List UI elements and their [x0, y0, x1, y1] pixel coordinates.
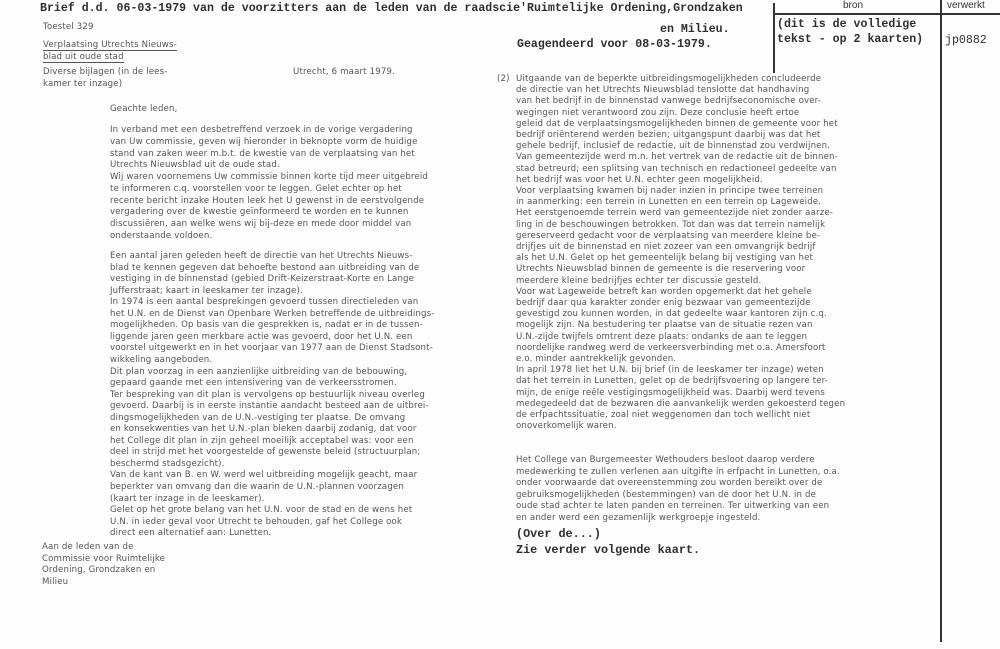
text-line: de directie van het Utrechts Nieuwsblad tenslotte dat handhaving [516, 85, 810, 96]
text-line: Jufferstraat; kaart in leeskamer ter inzage). [110, 285, 303, 296]
continuation-over: (Over de...) [516, 527, 601, 541]
text-line: In verband met een desbetreffend verzoek in de vorige vergadering [110, 125, 413, 135]
text-line: vergadering over de kwestie geïnformeerd te worden en te kunnen [110, 207, 409, 218]
continuation-next-card: Zie verder volgende kaart. [516, 543, 701, 557]
attachments-line-1: Diverse bijlagen (in de lees- [43, 67, 168, 77]
text-line: In 1974 is een aantal besprekingen gevoerd tussen directieleden van [110, 297, 419, 308]
text-line: Utrechts Nieuwsblad binnen de gemeente is die reservering voor [516, 264, 806, 275]
text-line: geleid dat de verplaatsingsmogelijkheden binnen de gemeente voor het [516, 118, 838, 129]
text-line: Voor verplaatsing kwamen bij nader inzien in principe twee terreinen [516, 186, 824, 196]
card-title-continuation: en Milieu. [660, 23, 730, 36]
text-line: Aan de leden van de [42, 542, 134, 552]
text-line: beschermd stadsgezicht). [110, 458, 225, 469]
text-line: van Uw commissie, geven wij hieronder in beknopte vorm de huidige [110, 136, 418, 147]
text-line: en ander werd een gezamenlijk werkgroepje ingesteld. [516, 513, 761, 523]
text-line: U.N. in ieder geval voor Utrecht te behouden, gaf het College ook [110, 516, 403, 527]
phone-extension: Toestel 329 [43, 22, 94, 32]
text-line: Utrechts Nieuwsblad uit de oude stad. [110, 160, 280, 171]
source-note-line-1: (dit is de volledige [777, 18, 917, 31]
text-line: (kaart ter inzage in de leeskamer). [110, 493, 265, 504]
text-line: Van gemeentezijde werd m.n. het vertrek van de redactie uit de binnen- [516, 152, 838, 163]
text-line: Commissie voor Ruimtelijke [42, 553, 166, 564]
text-line: voorstel uitgewerkt en in het voorjaar van 1977 aan de Dienst Stadsont- [110, 343, 433, 354]
text-line: als het U.N. Gelet op het gemeentelijk belang bij vestiging van het [516, 253, 814, 264]
subject-line-2: blad uit oude stad [43, 52, 124, 62]
text-line: recente bericht inzake Houten leek het U gewenst in de eerstvolgende [110, 195, 425, 206]
text-line: onder voorwaarde dat overeenstemming zou worden bereikt over de [516, 478, 823, 489]
column-header-processed: verwerkt [947, 0, 985, 11]
text-line: Het College van Burgemeester Wethouders besloot daarop verdere [516, 455, 815, 465]
text-line: drijfjes uit de binnenstad en niet zozeer van een omvangrijk bedrijf [516, 242, 816, 252]
section-number: (2) [497, 74, 510, 84]
text-line: Van de kant van B. en W. werd wel uitbreiding mogelijk geacht, maar [110, 470, 418, 481]
attachments-line-2: kamer ter inzage) [43, 79, 123, 89]
subject-line-1: Verplaatsing Utrechts Nieuws- [43, 40, 177, 50]
divider-processed [940, 0, 942, 642]
text-line: gepaard gaande met een intensivering van de verkeersstromen. [110, 378, 397, 389]
place-date: Utrecht, 6 maart 1979. [293, 67, 395, 77]
text-line: liggende jaren geen merkbare actie was gevoerd, door het U.N. een [110, 331, 413, 342]
text-line: bedrijf oriënterend werden bezien; uitgangspunt daarbij was dat het [516, 130, 821, 140]
text-line: blad te kennen gegeven dat behoefte bestond aan uitbreiding van de [110, 262, 420, 273]
text-line: stad betreurd; een splitsing van technisch en redactioneel gedeelte van [516, 163, 837, 174]
text-line: gehele bedrijf, inclusief de redactie, uit de binnenstad zou verdwijnen. [516, 141, 831, 152]
text-line: medewerking te zullen verlenen aan uitgifte in erfpacht in Lunetten, o.a. [516, 466, 840, 477]
text-line: gebruiksmogelijkheden (bestemmingen) van de door het U.N. in de [516, 489, 817, 500]
text-line: U.N.-zijde twijfels omtrent deze plaats: ondanks de aan te leggen [516, 331, 808, 342]
text-line: onderstaande voldoen. [110, 230, 213, 241]
text-line: oude stad achter te laten panden en terreinen. Ter uitwerking van een [516, 501, 830, 512]
text-line: mogelijk zijn. Na bestudering ter plaatse van de situatie rezen van [516, 320, 813, 331]
text-line: Milieu [42, 576, 69, 587]
text-line: het U.N. en de Dienst van Openbare Werken betreffende de uitbreidings- [110, 308, 435, 319]
text-line: vestiging in de binnenstad (gebied Drift-Keizerstraat-Korte en Lange [110, 274, 415, 285]
text-line: wikkeling aangeboden. [110, 354, 213, 365]
text-line: en konsekwenties van het U.N.-plan bleken daarbij zodanig, dat voor [110, 424, 417, 435]
text-line: beperkter van omvang dan die waarin de U.N.-plannen voorzagen [110, 482, 404, 492]
text-line: medegedeeld dat de bezwaren die aanvankelijk werden gekoesterd tegen [516, 398, 846, 409]
card-title: Brief d.d. 06-03-1979 van de voorzitters aan de leden van de raadscie'Ruimtelijke Ordening,Grondzaken [40, 2, 743, 15]
text-line: wegingen niet verantwoord zou zijn. Deze conclusie heeft ertoe [516, 107, 800, 118]
text-line: het College dit plan in zijn geheel moeilijk acceptabel was: voor een [110, 435, 414, 446]
text-line: onoverkomelijk waren. [516, 421, 617, 432]
text-line: te informeren c.q. voorstellen voor te leggen. Gelet echter op het [110, 183, 402, 194]
text-line: mogelijkheden. Op basis van die gesprekken is, nadat er in de tussen- [110, 320, 423, 331]
text-line: dingsmogelijkheden van de U.N.-vestiging ter plaatse. De omvang [110, 412, 406, 423]
text-line: noordelijke randweg werd de verkeersverbinding met o.a. Amersfoort [516, 342, 826, 353]
text-line: meerdere kleine bedrijfjes echter ter discussie gesteld. [516, 275, 762, 286]
source-note-line-2: tekst - op 2 kaarten) [777, 33, 924, 46]
divider-header [773, 13, 1000, 15]
text-line: stand van zaken weer m.b.t. de kwestie van de verplaatsing van het [110, 148, 415, 159]
text-line: Wij waren voornemens Uw commissie binnen korte tijd meer uitgebreid [110, 172, 428, 182]
text-line: Ordening, Grondzaken en [42, 565, 156, 575]
salutation: Geachte leden, [110, 104, 178, 114]
processed-code: jp0882 [945, 34, 987, 47]
text-line: direct een alternatief aan: Lunetten. [110, 528, 272, 539]
text-line: Uitgaande van de beperkte uitbreidingsmogelijkheden concludeerde [516, 74, 822, 84]
text-line: deel in strijd met het voorgestelde of gewenste beleid (structuurplan; [110, 447, 421, 458]
text-line: Gelet op het grote belang van het U.N. voor de stad en de wens het [110, 505, 413, 516]
text-line: gereserveerd gedacht voor de verplaatsing van meerdere kleine be- [516, 230, 821, 241]
text-line: ling in de beschouwingen betrokken. Tot dan was dat terrein namelijk [516, 219, 826, 230]
column-header-source: bron [843, 0, 864, 11]
text-line: Het eerstgenoemde terrein werd van gemeentezijde niet zonder aarze- [516, 208, 834, 219]
text-line: gevestigd zou kunnen worden, in dat gedeelte waar kantoren zijn c.q. [516, 309, 827, 320]
text-line: Een aantal jaren geleden heeft de directie van het Utrechts Nieuws- [110, 251, 413, 261]
text-line: van het bedrijf in de binnenstad vanwege bedrijfseconomische over- [516, 96, 822, 107]
text-line: discussiëren, aan welke wens wij bij-deze en mede door middel van [110, 219, 412, 229]
text-line: In april 1978 liet het U.N. bij brief (in de leeskamer ter inzage) weten [516, 365, 824, 376]
text-line: de erfpachtssituatie, zoal niet weggenomen dan toch wellicht niet [516, 410, 811, 420]
agenda-date: Geagendeerd voor 08-03-1979. [517, 38, 712, 51]
text-line: Dit plan voorzag in een aanzienlijke uitbreiding van de bebouwing, [110, 366, 408, 377]
text-line: bedrijf daar qua karakter zonder enig bezwaar van gemeentezijde [516, 298, 811, 308]
text-line: e.o. minder aantrekkelijk gevonden. [516, 354, 677, 364]
text-line: het bedrijf was voor het U.N. echter geen mogelijkheid. [516, 174, 763, 185]
text-line: Ter bespreking van dit plan is vervolgens op bestuurlijk niveau overleg [110, 389, 425, 400]
text-line: in aanmerking: een terrein in Lunetten en een terrein op Lageweide. [516, 197, 822, 208]
text-line: Voor wat Lageweide betreft kan worden opgemerkt dat het gehele [516, 286, 812, 297]
text-line: dat het terrein in Lunetten, gelet op de bedrijfsvoering op langere ter- [516, 376, 829, 387]
text-line: mijn, de enige reële vestigingsmogelijkheid was. Daarbij werd tevens [516, 387, 826, 398]
text-line: gevoerd. Daarbij is in eerste instantie aandacht besteed aan de uitbrei- [110, 401, 429, 412]
